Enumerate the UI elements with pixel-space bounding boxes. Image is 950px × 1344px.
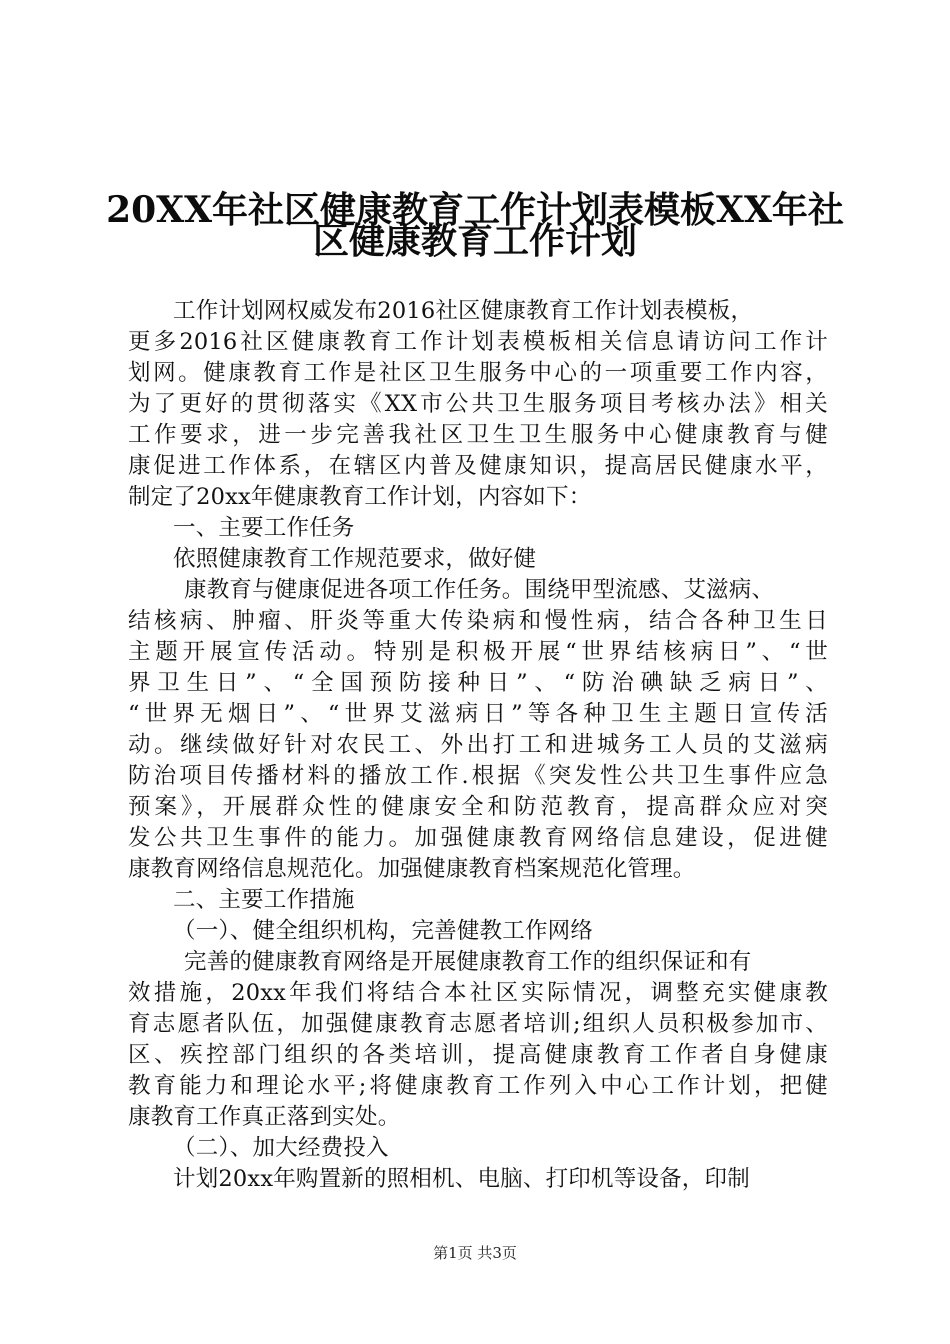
paragraph-line: 工作计划网权威发布2016社区健康教育工作计划表模板， [173,298,754,324]
paragraph-line: 区、疾控部门组织的各类培训，提高健康教育工作者自身健康 [128,1042,828,1068]
paragraph-line: 计划20xx年购置新的照相机、电脑、打印机等设备，印制 [173,1166,750,1192]
paragraph-line: 依照健康教育工作规范要求，做好健 [173,546,537,572]
paragraph-line: 界卫生日”、“全国预防接种日”、“防治碘缺乏病日”、 [128,670,828,696]
paragraph-line: 制定了20xx年健康教育工作计划，内容如下： [128,484,592,510]
paragraph-line: 育志愿者队伍，加强健康教育志愿者培训;组织人员积极参加市、 [128,1011,828,1037]
paragraph-line: 发公共卫生事件的能力。加强健康教育网络信息建设，促进健 [128,825,828,851]
paragraph-line: 康教育与健康促进各项工作任务。围绕甲型流感、艾滋病、 [184,577,775,603]
paragraph-line: 为了更好的贯彻落实《XX市公共卫生服务项目考核办法》相关 [128,391,828,417]
paragraph-line: 主题开展宣传活动。特别是积极开展“世界结核病日”、“世 [128,639,828,665]
paragraph-line: 完善的健康教育网络是开展健康教育工作的组织保证和有 [184,949,752,975]
paragraph-line: 划网。健康教育工作是社区卫生服务中心的一项重要工作内容， [128,360,828,386]
section-heading: 二、主要工作措施 [173,887,355,913]
document-title-line-1: 20XX年社区健康教育工作计划表模板XX年社 [106,189,844,231]
section-heading: 一、主要工作任务 [173,515,355,541]
paragraph-line: 康促进工作体系，在辖区内普及健康知识，提高居民健康水平， [128,453,828,479]
paragraph-line: 预案》，开展群众性的健康安全和防范教育，提高群众应对突 [128,794,828,820]
document-title-line-2: 区健康教育工作计划 [312,220,637,262]
paragraph-line: 教育能力和理论水平;将健康教育工作列入中心工作计划，把健 [128,1073,828,1099]
paragraph-line: 防治项目传播材料的播放工作.根据《突发性公共卫生事件应急 [128,763,828,789]
document-body [128,296,828,1195]
paragraph-line: “世界无烟日”、“世界艾滋病日”等各种卫生主题日宣传活 [128,701,828,727]
page-number-footer: 第1页 共3页 [433,1244,517,1262]
subsection-heading: （一）、健全组织机构，完善健教工作网络 [173,918,594,944]
paragraph-line: 结核病、肿瘤、肝炎等重大传染病和慢性病，结合各种卫生日 [128,608,828,634]
paragraph-line: 康教育网络信息规范化。加强健康教育档案规范化管理。 [128,856,696,882]
paragraph-line: 效措施，20xx年我们将结合本社区实际情况，调整充实健康教 [128,980,828,1006]
subsection-heading: （二）、加大经费投入 [173,1135,389,1161]
paragraph-line: 工作要求，进一步完善我社区卫生卫生服务中心健康教育与健 [128,422,828,448]
paragraph-line: 更多2016社区健康教育工作计划表模板相关信息请访问工作计 [128,329,828,355]
paragraph-line: 动。继续做好针对农民工、外出打工和进城务工人员的艾滋病 [128,732,828,758]
paragraph-line: 康教育工作真正落到实处。 [128,1104,401,1130]
